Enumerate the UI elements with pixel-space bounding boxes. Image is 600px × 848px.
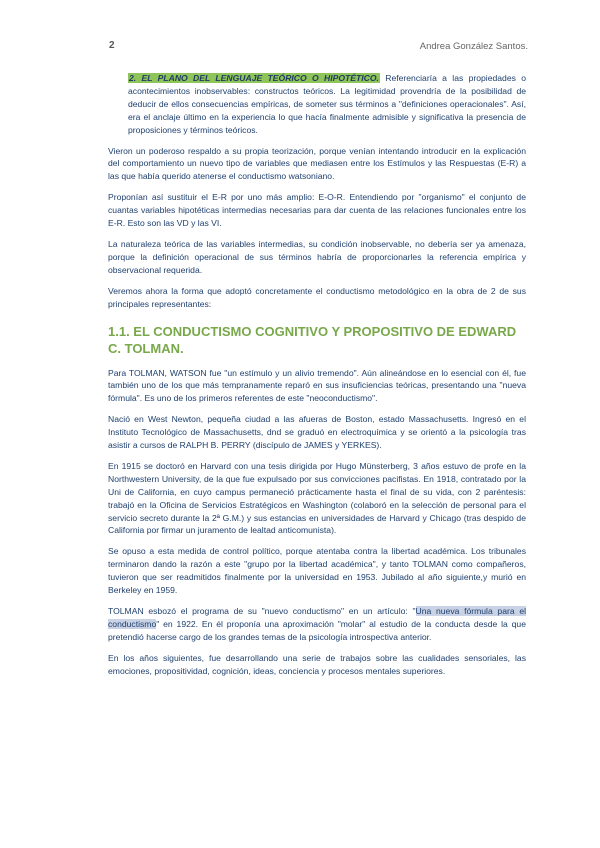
paragraph: La naturaleza teórica de las variables intermedias, su condición inobservable, no debería ser ya amenaza, porque la definición operacional de sus términos habría de proporcionarles la referencia empírica y observacional requerida. (108, 238, 526, 275)
paragraph: Nació en West Newton, pequeña ciudad a las afueras de Boston, estado Massachusetts. Ingresó en el Instituto Tecnológico de Massachusetts, dnd se graduó en electroquímica y se orientó a la psicología tras asistir a cursos de RALPH B. PERRY (discípulo de JAMES y YERKES). (108, 414, 526, 451)
paragraph: Se opuso a esta medida de control político, porque atentaba contra la libertad académica. Los tribunales terminaron dando la razón a este "grupo por la libertad académica", y tanto TOLMAN como compañeros, tuvieron que ser readmitidos finalmente por la universidad en 1953. Jubilado al año siguiente,y murió en Berkeley en 1959. (108, 546, 526, 596)
paragraph: Para TOLMAN, WATSON fue "un estímulo y un alivio tremendo". Aún alineándose en lo esencial con él, fue también uno de los que más tempranamente reparó en sus insuficiencias teóricas, presentando una "nueva fórmula". Es uno de los primeros referentes de este "neoconductismo". (108, 367, 526, 404)
paragraph: Proponían así sustituir el E-R por uno más amplio: E-O-R. Entendiendo por "organismo" el conjunto de cuantas variables hipotéticas intermedias necesarias para dar cuenta de las relaciones funcionales entre los E-R. Esto son las VD y las VI. (108, 192, 526, 229)
paragraph (108, 605, 526, 644)
paragraph-lenguaje-teorico (128, 72, 526, 137)
page-number: 2 (109, 40, 115, 51)
paragraph-text: TOLMAN esbozó el programa de su "nuevo conductismo" en un artículo: " (108, 606, 416, 616)
running-header-author: Andrea González Santos. (419, 41, 528, 52)
paragraph: Veremos ahora la forma que adoptó concretamente el conductismo metodológico en la obra de 2 de sus principales representantes: (108, 285, 526, 309)
paragraph-text: Referenciaría a las propiedades o acontecimientos inobservables: constructos teóricos. La legitimidad provendría de la posibilidad de deducir de ellos consecuencias empíricas, de someter sus términos a "definiciones operacionales". Así, era el anclaje último en la experiencia lo que hacía finalmente admisible y significativa la presencia de proposiciones y términos teóricos. (128, 73, 527, 135)
page-body (108, 72, 526, 686)
highlighted-article-title: Una nueva fórmula para el conductismo (108, 606, 527, 629)
paragraph-text: " en 1922. En él proponía una aproximación "molar" al estudio de la conducta desde la que pretendió hacerse cargo de los grandes temas de la psicología introspectiva anterior. (108, 618, 526, 642)
paragraph: En 1915 se doctoró en Harvard con una tesis dirigida por Hugo Münsterberg, 3 años estuvo de profe en la Northwestern University, de la que fue expulsado por sus convicciones pacifistas. En 1918, contratado por la Uni de California, en cuyo campus permaneció prácticamente hasta el final de su vida, con 2 paréntesis: trabajó en la Oficina de Servicios Estratégicos en Washington (colaboró en la selección de personal para el servicio secreto durante la 2ª G.M.) y sus estancias en universidades de Harvard y Chicago (tras despido de California por firmar un juramento de lealtad anticomunista). (108, 460, 526, 536)
section-heading: 1.1. EL CONDUCTISMO COGNITIVO Y PROPOSITIVO DE EDWARD C. TOLMAN. (108, 323, 517, 356)
paragraph: En los años siguientes, fue desarrollando una serie de trabajos sobre las cualidades sensoriales, las emociones, propositividad, cognición, ideas, conciencia y procesos mentales superiores. (108, 652, 526, 676)
paragraph: Vieron un poderoso respaldo a su propia teorización, porque venían intentando introducir en la explicación del comportamiento un nuevo tipo de variables que mediasen entre los Estímulos y las Respuestas (E-R) a las que había querido atenerse el conductismo watsoniano. (108, 145, 526, 182)
highlighted-section-title: 2. EL PLANO DEL LENGUAJE TEÓRICO O HIPOTÉTICO. (129, 73, 379, 83)
